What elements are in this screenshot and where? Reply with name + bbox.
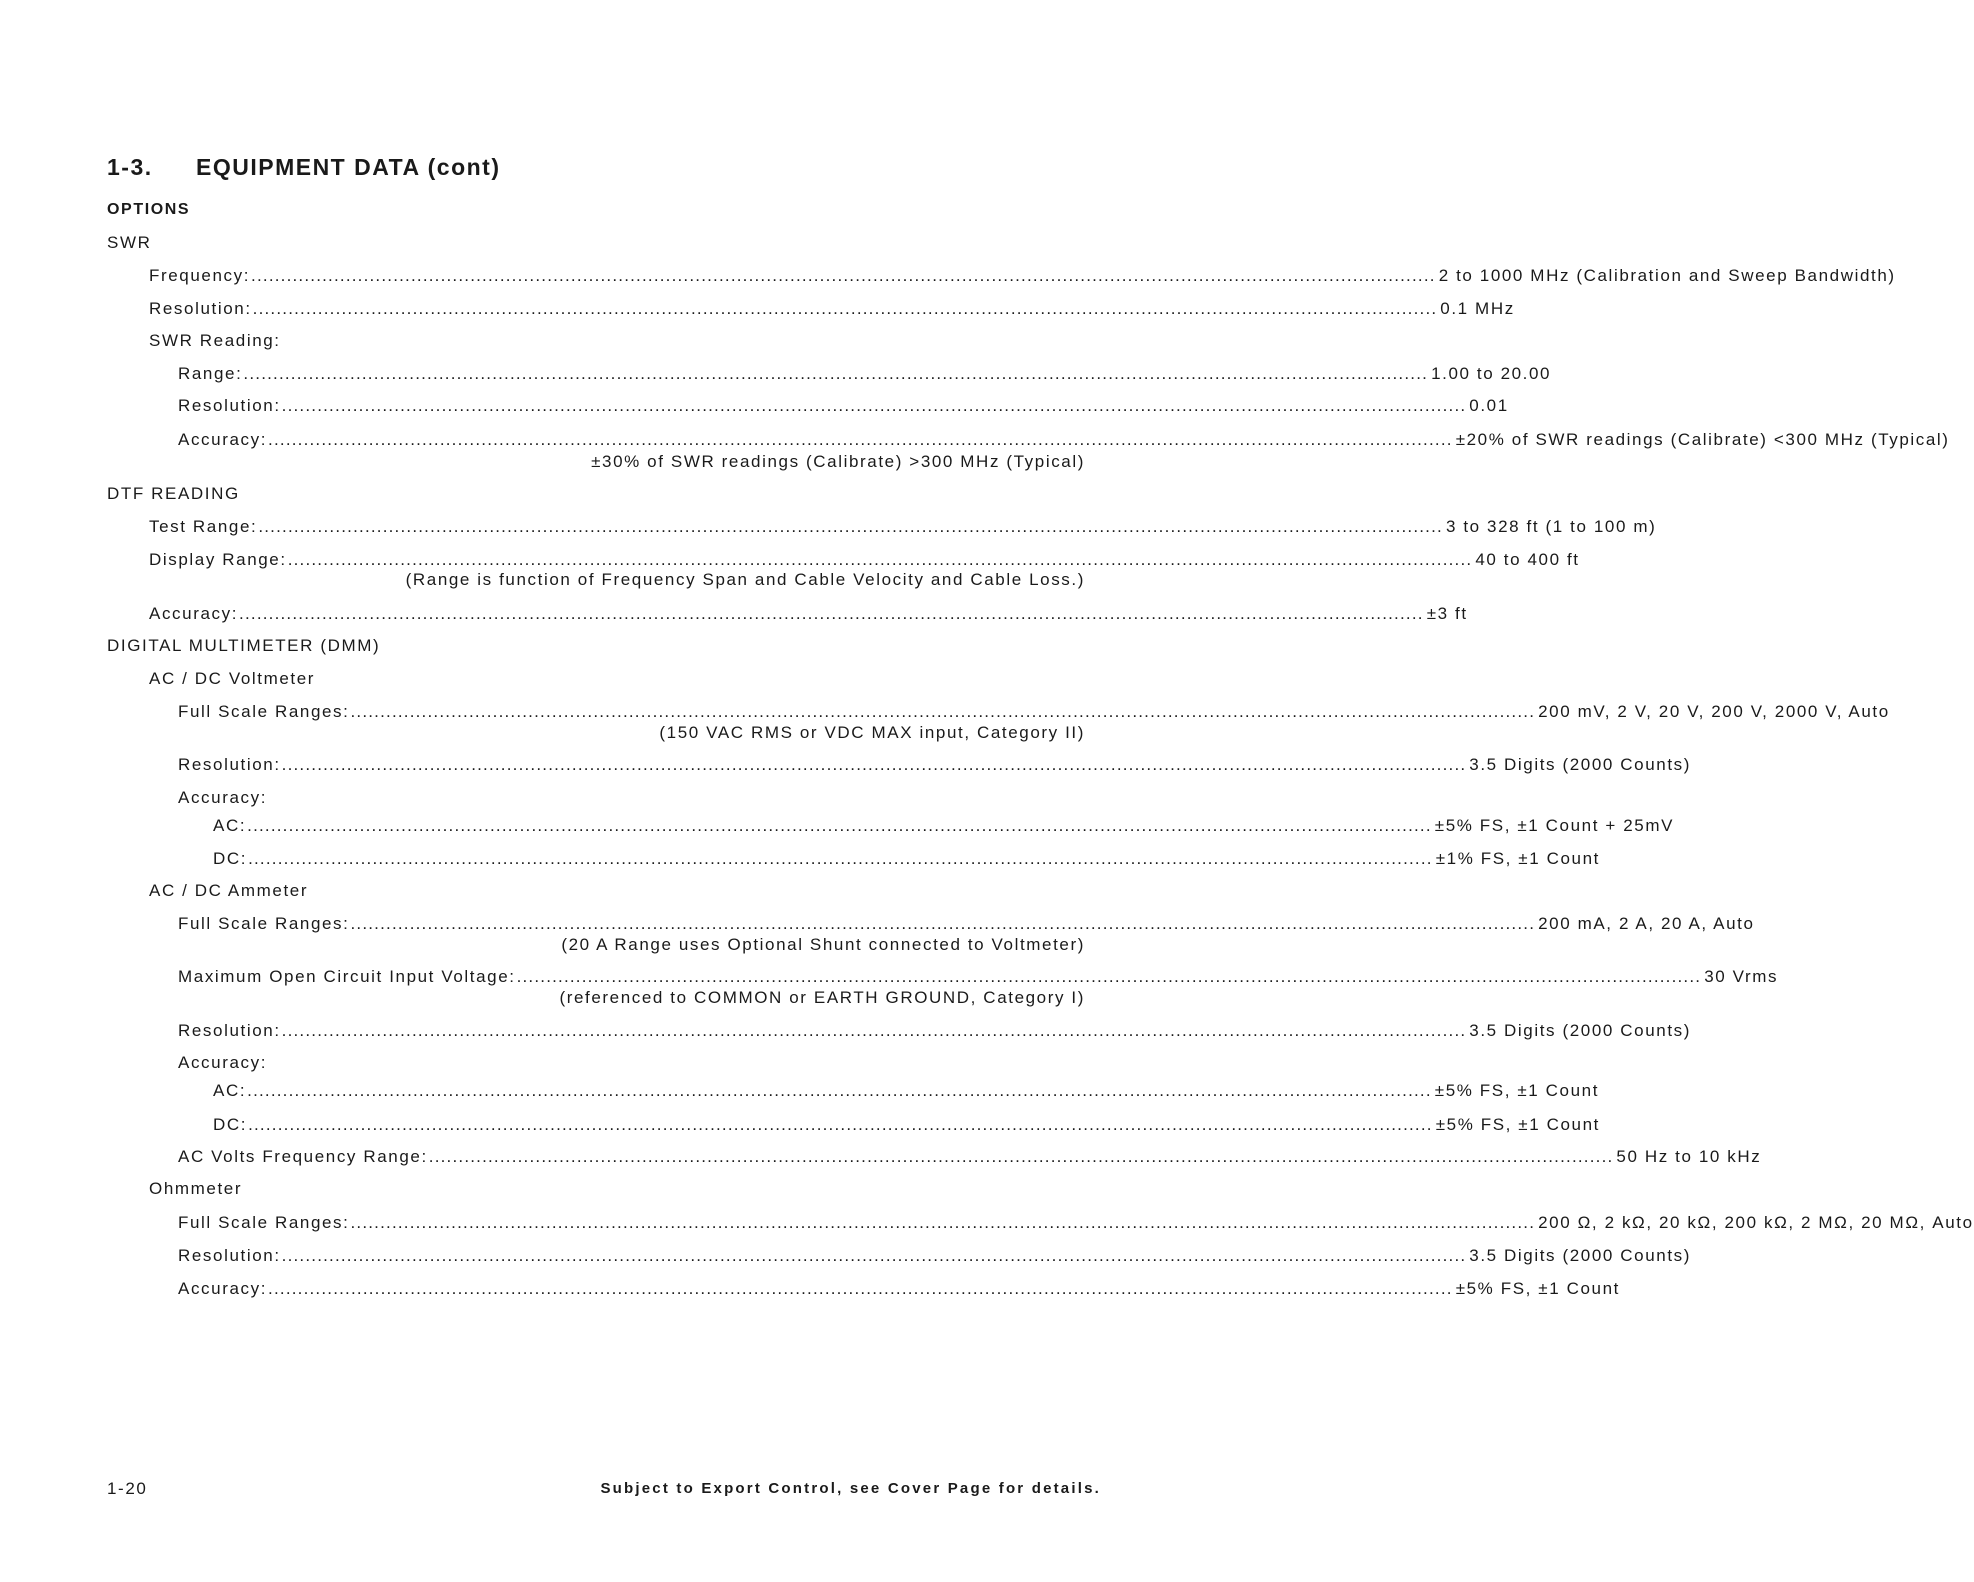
ohmmeter-heading: Ohmmeter xyxy=(149,1179,243,1198)
spec-value: 40 to 400 ft xyxy=(1475,550,1580,569)
spec-label: Resolution: xyxy=(178,1246,281,1265)
spec-value: 50 Hz to 10 kHz xyxy=(1616,1147,1762,1166)
ammeter-resolution-row xyxy=(178,1021,1692,1041)
spec-label: Test Range: xyxy=(149,517,258,536)
dot-leader: ........................................................................................................................................................................................................ xyxy=(248,849,1433,868)
dot-leader: ........................................................................................................................................................................................................ xyxy=(239,604,1424,623)
ammeter-freq-range-row xyxy=(178,1147,1762,1167)
ammeter-full-scale-row xyxy=(178,914,1755,934)
dot-leader: ........................................................................................................................................................................................................ xyxy=(247,816,1432,835)
spec-value: 0.01 xyxy=(1469,396,1509,415)
voltmeter-accuracy-heading: Accuracy: xyxy=(178,788,268,807)
dot-leader: ........................................................................................................................................................................................................ xyxy=(281,396,1467,415)
spec-label: AC: xyxy=(213,1081,247,1100)
spec-label: Resolution: xyxy=(178,755,281,774)
spec-label: Accuracy: xyxy=(178,430,268,449)
spec-label: Accuracy: xyxy=(149,604,239,623)
dot-leader: ........................................................................................................................................................................................................ xyxy=(281,1021,1467,1040)
spec-value: ±5% FS, ±1 Count + 25mV xyxy=(1434,816,1675,835)
spec-value: 1.00 to 20.00 xyxy=(1431,364,1552,383)
dot-leader: ........................................................................................................................................................................................................ xyxy=(243,364,1429,383)
dot-leader: ........................................................................................................................................................................................................ xyxy=(248,1115,1433,1134)
spec-value: 200 Ω, 2 kΩ, 20 kΩ, 200 kΩ, 2 MΩ, 20 MΩ, Auto xyxy=(1538,1213,1974,1232)
dtf-test-range-row xyxy=(149,517,1657,537)
dot-leader: ........................................................................................................................................................................................................ xyxy=(350,702,1536,721)
spec-label: Full Scale Ranges: xyxy=(178,1213,350,1232)
ohmmeter-accuracy-row xyxy=(178,1279,1620,1299)
spec-label: AC Volts Frequency Range: xyxy=(178,1147,428,1166)
dot-leader: ........................................................................................................................................................................................................ xyxy=(281,1246,1467,1265)
spec-label: Frequency: xyxy=(149,266,251,285)
spec-value: ±5% FS, ±1 Count xyxy=(1435,1115,1600,1134)
swr-heading: SWR xyxy=(107,233,152,252)
spec-label: DC: xyxy=(213,1115,248,1134)
voltmeter-full-scale-line2: (150 VAC RMS or VDC MAX input, Category II) xyxy=(659,723,1085,742)
voltmeter-full-scale-row xyxy=(178,702,1890,722)
spec-label: DC: xyxy=(213,849,248,868)
spec-label: Resolution: xyxy=(178,1021,281,1040)
spec-value: ±5% FS, ±1 Count xyxy=(1434,1081,1600,1100)
dot-leader: ........................................................................................................................................................................................................ xyxy=(258,517,1443,536)
export-control-note: Subject to Export Control, see Cover Page for details. xyxy=(600,1480,1101,1497)
spec-value: 30 Vrms xyxy=(1704,967,1779,986)
dot-leader: ........................................................................................................................................................................................................ xyxy=(350,914,1536,933)
swr-accuracy-line2: ±30% of SWR readings (Calibrate) >300 MHz (Typical) xyxy=(591,452,1085,471)
dot-leader: ........................................................................................................................................................................................................ xyxy=(350,1213,1536,1232)
ammeter-dc-row xyxy=(213,1115,1600,1135)
voltmeter-resolution-row xyxy=(178,755,1692,775)
dot-leader: ........................................................................................................................................................................................................ xyxy=(428,1147,1614,1166)
dot-leader: ........................................................................................................................................................................................................ xyxy=(281,755,1467,774)
ohmmeter-full-scale-row xyxy=(178,1213,1974,1233)
spec-label: AC: xyxy=(213,816,247,835)
ammeter-max-voltage-row xyxy=(178,967,1779,987)
ammeter-max-voltage-line2: (referenced to COMMON or EARTH GROUND, Category I) xyxy=(559,988,1085,1007)
ammeter-full-scale-line2: (20 A Range uses Optional Shunt connected to Voltmeter) xyxy=(561,935,1085,954)
dot-leader: ........................................................................................................................................................................................................ xyxy=(251,266,1436,285)
dtf-display-range-row xyxy=(149,550,1580,570)
spec-value: 2 to 1000 MHz (Calibration and Sweep Bandwidth) xyxy=(1438,266,1896,285)
dot-leader: ........................................................................................................................................................................................................ xyxy=(247,1081,1432,1100)
dot-leader: ........................................................................................................................................................................................................ xyxy=(268,430,1453,449)
swr-range-row xyxy=(178,364,1552,384)
spec-value: 3 to 328 ft (1 to 100 m) xyxy=(1445,517,1657,536)
spec-value: 200 mV, 2 V, 20 V, 200 V, 2000 V, Auto xyxy=(1538,702,1890,721)
options-heading: OPTIONS xyxy=(107,201,191,218)
section-title: EQUIPMENT DATA (cont) xyxy=(196,154,501,180)
spec-value: ±5% FS, ±1 Count xyxy=(1455,1279,1620,1298)
spec-label: Resolution: xyxy=(149,299,252,318)
page-number: 1-20 xyxy=(107,1479,148,1498)
spec-label: Full Scale Ranges: xyxy=(178,702,350,721)
spec-label: Range: xyxy=(178,364,243,383)
spec-value: ±1% FS, ±1 Count xyxy=(1435,849,1600,868)
dot-leader: ........................................................................................................................................................................................................ xyxy=(287,550,1473,569)
spec-value: 3.5 Digits (2000 Counts) xyxy=(1469,1021,1692,1040)
section-number: 1-3. xyxy=(107,154,153,180)
voltmeter-ac-row xyxy=(213,816,1675,836)
swr-resolution-row xyxy=(149,299,1515,319)
voltmeter-dc-row xyxy=(213,849,1600,869)
ammeter-accuracy-heading: Accuracy: xyxy=(178,1053,268,1072)
spec-value: ±3 ft xyxy=(1426,604,1468,623)
spec-label: Full Scale Ranges: xyxy=(178,914,350,933)
spec-value: 0.1 MHz xyxy=(1440,299,1515,318)
swr-frequency-row xyxy=(149,266,1896,286)
ammeter-heading: AC / DC Ammeter xyxy=(149,881,309,900)
spec-label: Resolution: xyxy=(178,396,281,415)
dot-leader: ........................................................................................................................................................................................................ xyxy=(516,967,1702,986)
dot-leader: ........................................................................................................................................................................................................ xyxy=(268,1279,1453,1298)
spec-value: 3.5 Digits (2000 Counts) xyxy=(1469,755,1692,774)
swr-reading-heading: SWR Reading: xyxy=(149,331,281,350)
dot-leader: ........................................................................................................................................................................................................ xyxy=(252,299,1438,318)
spec-label: Display Range: xyxy=(149,550,287,569)
dtf-display-range-line2: (Range is function of Frequency Span and Cable Velocity and Cable Loss.) xyxy=(405,570,1085,589)
spec-value: 3.5 Digits (2000 Counts) xyxy=(1469,1246,1692,1265)
ohmmeter-resolution-row xyxy=(178,1246,1692,1266)
page-title xyxy=(107,154,501,181)
swr-reading-resolution-row xyxy=(178,396,1509,416)
spec-label: Maximum Open Circuit Input Voltage: xyxy=(178,967,516,986)
dtf-heading: DTF READING xyxy=(107,484,240,503)
ammeter-ac-row xyxy=(213,1081,1600,1101)
spec-label: Accuracy: xyxy=(178,1279,268,1298)
spec-value: ±20% of SWR readings (Calibrate) <300 MHz (Typical) xyxy=(1455,430,1950,449)
dmm-heading: DIGITAL MULTIMETER (DMM) xyxy=(107,636,381,655)
voltmeter-heading: AC / DC Voltmeter xyxy=(149,669,316,688)
swr-accuracy-row xyxy=(178,430,1950,450)
dtf-accuracy-row xyxy=(149,604,1468,624)
spec-value: 200 mA, 2 A, 20 A, Auto xyxy=(1538,914,1755,933)
